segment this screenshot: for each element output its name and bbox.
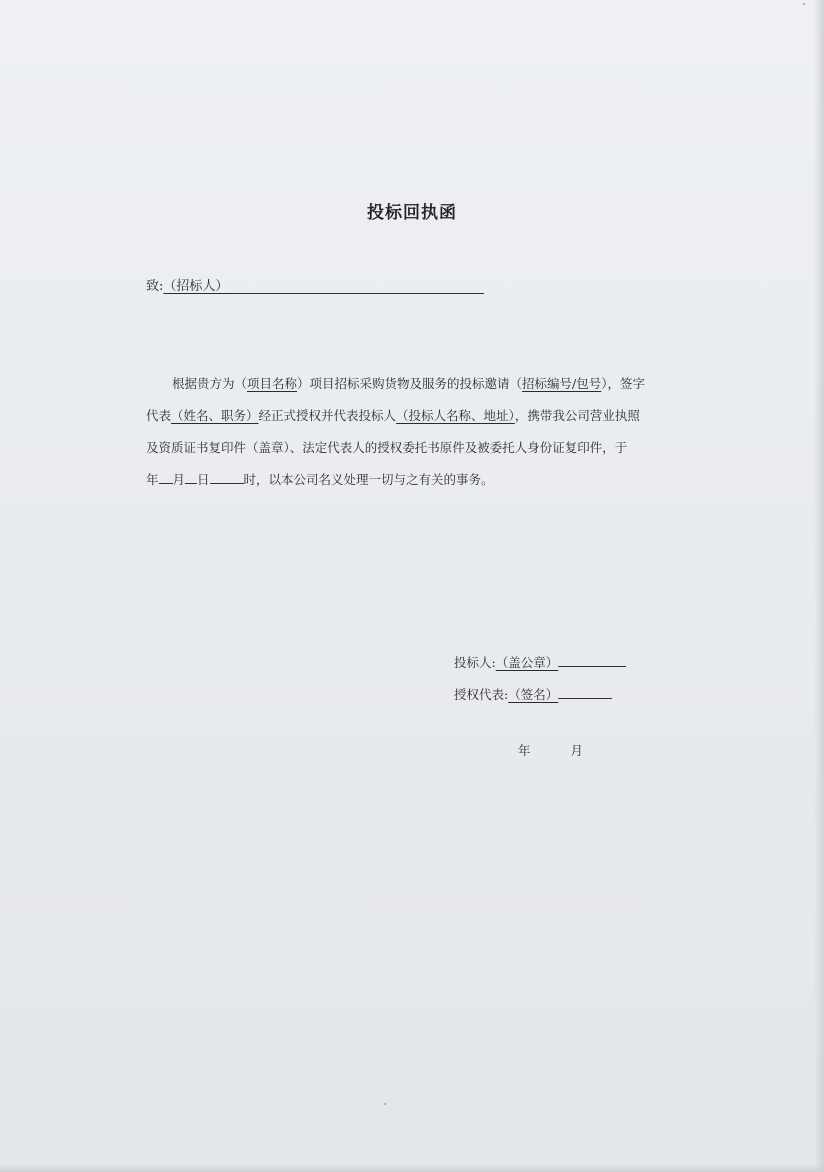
representative-placeholder: （姓名、职务） — [171, 408, 259, 423]
scan-speck — [803, 3, 805, 5]
day-blank — [185, 468, 197, 484]
body-line-1-part-1: 根据贵方为（项目名称）项目招标采购货物及服务的投标邀请（招标编号/包号），签字 — [172, 376, 646, 391]
representative-signature-line — [454, 679, 626, 711]
page-edge-bottom — [0, 1164, 824, 1172]
bidder-info-placeholder: （投标人名称、地址） — [396, 408, 515, 423]
representative-signature-blank — [558, 683, 612, 699]
hour-blank — [210, 468, 244, 484]
body-line-2: 代表（姓名、职务）经正式授权并代表投标人（投标人名称、地址），携带我公司营业执照 — [146, 408, 640, 423]
bidder-label: 投标人: — [454, 655, 496, 670]
signing-month-label: 月 — [570, 743, 584, 758]
body-line-3: 及资质证书复印件（盖章）、法定代表人的授权委托书原件及被委托人身份证复印件，于 — [146, 440, 628, 455]
signing-year-label: 年 — [518, 743, 531, 758]
signature-block — [454, 647, 626, 711]
scan-speck — [384, 1103, 386, 1105]
representative-label: 授权代表: — [454, 687, 509, 702]
recipient-blank — [228, 277, 484, 294]
body-line-1 — [146, 368, 690, 400]
bid-number-placeholder: 招标编号/包号 — [522, 376, 602, 391]
date-year-label: 年 — [146, 472, 159, 487]
recipient-prefix: 致: — [146, 279, 164, 294]
date-day-label: 日 — [197, 472, 210, 487]
recipient-placeholder: （招标人） — [163, 279, 229, 294]
letter-body — [146, 368, 690, 496]
recipient-line — [146, 275, 484, 294]
month-blank — [159, 468, 173, 484]
body-line-4 — [146, 464, 690, 496]
document-title: 投标回执函 — [367, 203, 457, 223]
company-seal-placeholder: （盖公章） — [495, 655, 559, 670]
page-edge-right — [814, 0, 824, 1172]
project-name-placeholder: 项目名称 — [247, 376, 298, 391]
bidder-signature-line — [454, 647, 626, 679]
signing-date — [518, 741, 583, 759]
bidder-signature-blank — [558, 651, 626, 667]
signature-placeholder: （签名） — [508, 687, 559, 702]
hour-suffix-text: 时，以本公司名义处理一切与之有关的事务。 — [243, 472, 494, 487]
date-month-label: 月 — [172, 472, 186, 487]
